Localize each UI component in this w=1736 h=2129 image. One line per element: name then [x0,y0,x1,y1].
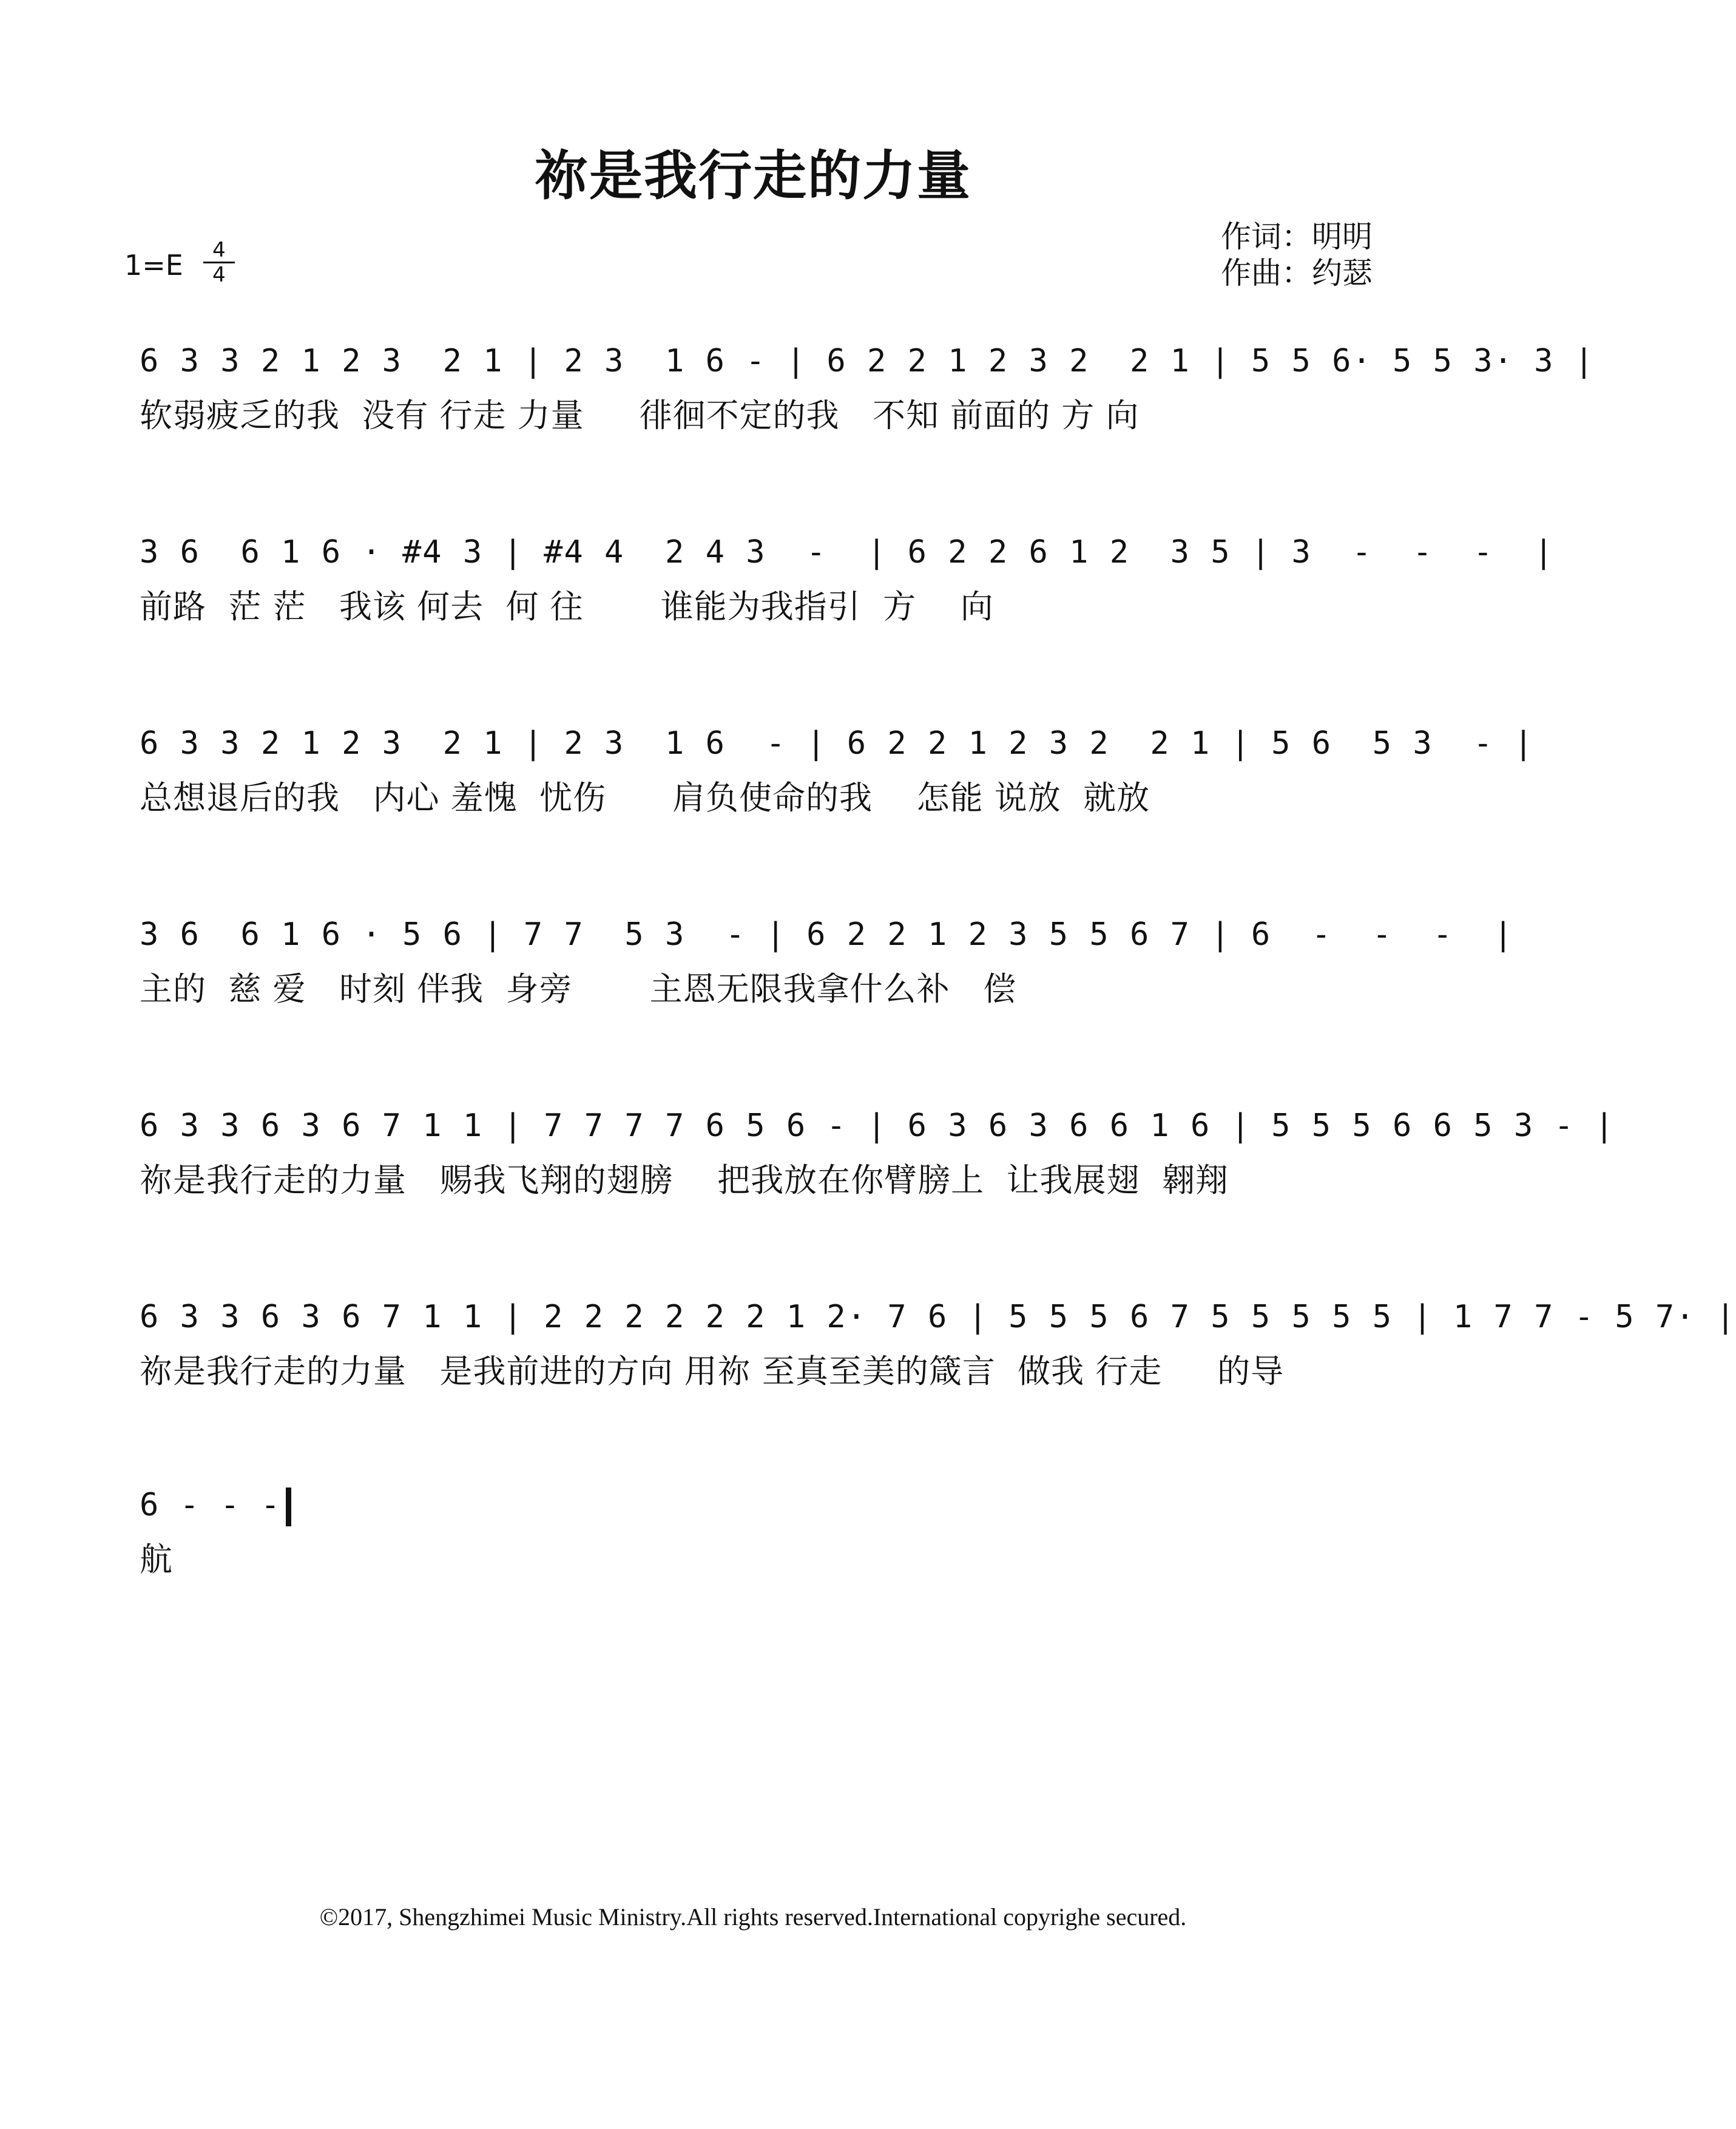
lyrics-line: 前路 茫 茫 我该 何去 何 往 谁能为我指引 方 向 [140,587,994,626]
time-signature [203,240,235,285]
final-barline [286,1488,291,1526]
lyricist-name: 明明 [1312,219,1373,254]
music-system-2 [140,531,1555,628]
notation-line: 6 3 3 6 3 6 7 1 1 | 2 2 2 2 2 2 1 2· 7 6 | 5 5 5 6 7 5 5 5 5 5 | 1 7 7 - 5 7· | [140,1299,1736,1335]
lyricist-label: 作词： [1221,219,1312,254]
music-system-4 [140,913,1514,1010]
notation-line: 3 6 6 1 6 · 5 6 | 7 7 5 3 - | 6 2 2 1 2 3 5 5 6 7 | 6 - - - | [140,916,1514,953]
composer-name: 约瑟 [1312,256,1373,291]
time-signature-bottom: 4 [212,263,226,287]
notation-line: 6 3 3 2 1 2 3 2 1 | 2 3 1 6 - | 6 2 2 1 2 3 2 2 1 | 5 6 5 3 - | [140,725,1535,762]
music-system-1 [140,340,1595,436]
lyrics-line: 祢是我行走的力量 是我前进的方向 用祢 至真至美的箴言 做我 行走 的导 [140,1352,1285,1390]
notation-line: 3 6 6 1 6 · #4 3 | #4 4 2 4 3 - | 6 2 2 6 1 2 3 5 | 3 - - - | [140,534,1555,570]
music-system-3 [140,722,1535,819]
copyright-footer: ©2017, Shengzhimei Music Ministry.All rights reserved.International copyrighe secured. [319,1903,1187,1931]
notation-line-final [140,1484,1377,1526]
lyrics-line: 总想退后的我 内心 羞愧 忧伤 肩负使命的我 怎能 说放 就放 [140,779,1150,817]
notation-line: 6 3 3 2 1 2 3 2 1 | 2 3 1 6 - | 6 2 2 1 2 3 2 2 1 | 5 5 6· 5 5 3· 3 | [140,343,1595,379]
notation-line: 6 3 3 6 3 6 7 1 1 | 7 7 7 7 6 5 6 - | 6 3 6 3 6 6 1 6 | 5 5 5 6 6 5 3 - | [140,1108,1615,1144]
time-signature-top: 4 [212,238,226,262]
lyricist-row [1221,218,1373,255]
key-signature: 1=E [124,249,183,282]
music-system-7 [140,1484,1377,1580]
lyrics-line: 软弱疲乏的我 没有 行走 力量 徘徊不定的我 不知 前面的 方 向 [140,396,1140,435]
music-system-5 [140,1105,1615,1201]
composer-row [1221,255,1373,291]
music-system-6 [140,1296,1736,1392]
composer-label: 作曲： [1221,256,1312,291]
lyrics-line: 航 [140,1540,173,1579]
lyrics-line: 主的 慈 爱 时刻 伴我 身旁 主恩无限我拿什么补 偿 [140,970,1017,1008]
lyrics-line: 祢是我行走的力量 赐我飞翔的翅膀 把我放在你臂膀上 让我展翅 翱翔 [140,1161,1229,1199]
final-notes: 6 - - - [140,1487,282,1523]
song-title: 祢是我行走的力量 [534,144,971,207]
credits [1221,218,1373,291]
